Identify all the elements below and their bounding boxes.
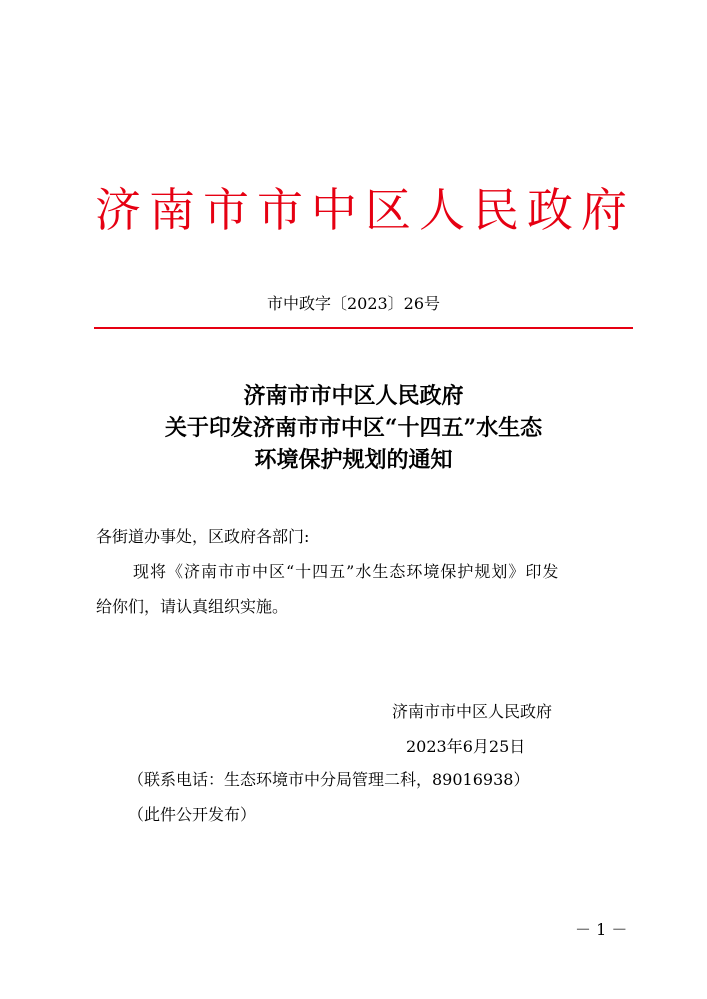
red-divider-rule: [94, 327, 633, 329]
publish-note: （此件公开发布）: [128, 805, 257, 824]
salutation: 各街道办事处，区政府各部门:: [96, 527, 310, 546]
title-line: 环境保护规划的通知: [254, 447, 453, 473]
title-line: 关于印发济南市市中区“十四五”水生态: [164, 415, 543, 441]
page-number: － 1 －: [575, 920, 628, 939]
issuer-header-title: 济南市市中区人民政府: [95, 183, 635, 237]
signature-issuer: 济南市市中区人民政府: [392, 702, 553, 721]
document-number: 市中政字〔2023〕26号: [266, 294, 441, 313]
contact-info: （联系电话：生态环境市中分局管理二科，89016938）: [128, 770, 530, 789]
body-paragraph: 给你们，请认真组织实施。: [96, 597, 289, 616]
issue-date: 2023年6月25日: [406, 737, 526, 756]
body-paragraph: 现将《济南市市中区“十四五”水生态环境保护规划》印发: [133, 562, 560, 581]
title-line: 济南市市中区人民政府: [243, 383, 464, 409]
document-title: [0, 380, 707, 476]
